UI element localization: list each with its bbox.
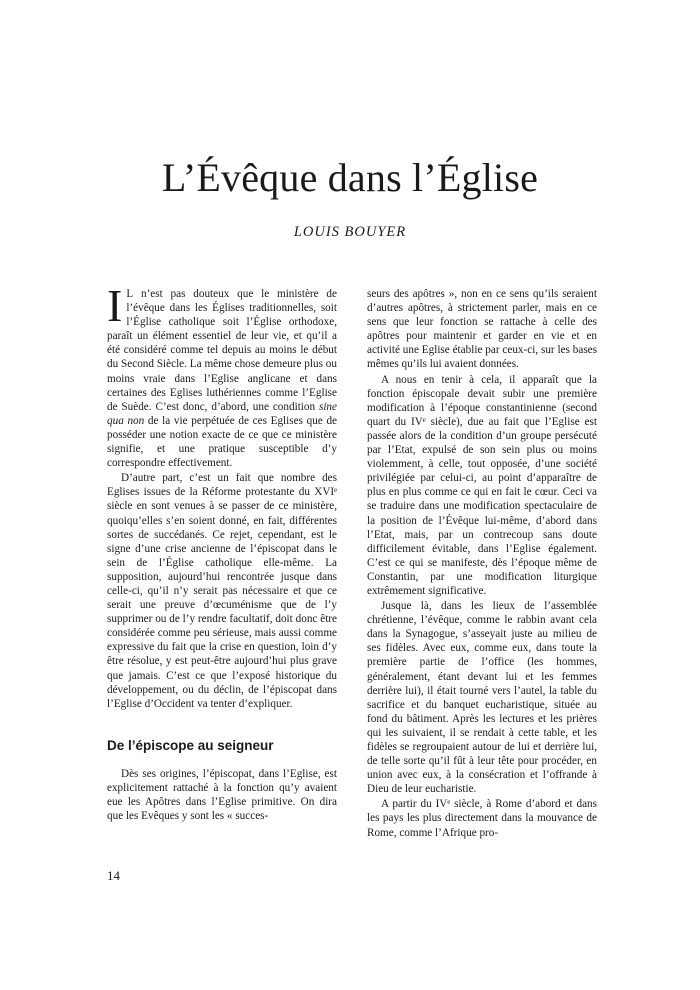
page-number: 14 bbox=[107, 868, 120, 883]
paragraph-3: Dès ses origines, l’épiscopat, dans l’Eglise, est explicitement rattaché à la fonction qu’y avaient eue les Apôtres dans l’Eglise primitive. On dira que les Evêques y sont les « succes- bbox=[107, 767, 337, 823]
paragraph-continued: seurs des apôtres », non en ce sens qu’ils seraient d’autres apôtres, à strictement parler, mais en ce sens que leur fonction se rattache à celle des apôtres pour maintenir et garder en vie et en activité une Eglise établie par ceux-ci, sur les bases mêmes qu’ils lui avaient données. bbox=[367, 288, 597, 371]
paragraph-intro bbox=[107, 280, 338, 470]
intro-text: n’est pas douteux que le ministère de l’évêque dans les Églises traditionnelles, soit l’Église catholique soit l’Église orthodoxe, paraît un élément essentiel de leur vie, et qu’il a été considéré comme tel depuis au moins le début du Second Siècle. La même chose demeure plus ou moins vraie dans l’Eglise anglicane et dans certaines des Eglises luthériennes comme l’Eglise de Suède. C’est donc, d’abord, une condition bbox=[107, 288, 337, 413]
section-heading: De l’épiscope au seigneur bbox=[107, 737, 274, 753]
left-column bbox=[107, 280, 338, 824]
drop-cap: I bbox=[107, 280, 123, 331]
article-title: L’Évêque dans l’Église bbox=[161, 155, 539, 200]
paragraph-liturgy: Jusque là, dans les lieux de l’assemblée chrétienne, l’évêque, comme le rabbin avant cela dans la Synagogue, s’asseyait juste au milieu de ses fidèles. Avec eux, comme eux, dans toute la première partie de l’office (les hommes, généralement, étant devant lui et les femmes derrière lui), il était tourné vers l’autel, la table du sacrifice et du banquet eucharistique, située au fond du bâtiment. Après les lectures et les prières qui les suivaient, il se rendait à cette table, et les fidèles se regroupaient autour de lui et derrière lui, de telle sorte qu’il fût à leur tête pour procéder, en union avec eux, à la consécration et l’offrande à Dieu de leur eucharistie. bbox=[367, 600, 597, 796]
intro-text-end: de la vie perpétuée de ces Eglises que de posséder une notion exacte de ce que ce ministère signifie, et une pratique susceptible d’y correspondre effectivement. bbox=[107, 414, 338, 470]
paragraph-2: D’autre part, c’est un fait que nombre des Eglises issues de la Réforme protestante du XVIᵉ siècle en sont venues à se passer de ce ministère, quoiqu’elles s’en soient donné, en fait, différentes sortes de succédanés. Ce rejet, cependant, est le signe d’une crise ancienne de l’épiscopat dans le sein de l’Église catholique elle-même. La supposition, aujourd’hui rencontrée jusque dans celle-ci, qu’il n’y serait pas nécessaire et que ce serait une preuve d’œcuménisme que de l’y supprimer ou de l’y rendre facultatif, doit donc être considérée comme peu sérieuse, mais aussi comme expressive du fait que la crise en question, loin d’y être résolue, y est peut-être aujourd’hui plus grave que jamais. C’est ce que l’exposé historique du développement, ou du déclin, de l’épiscopat dans l’Eglise d’Occident va tenter d’expliquer. bbox=[107, 472, 337, 710]
paragraph-fourth-century: A partir du IVᵉ siècle, à Rome d’abord et dans les pays les plus directement dans la mouvance de Rome, comme l’Afrique pro- bbox=[367, 798, 597, 839]
right-column bbox=[367, 287, 597, 841]
intro-italic-phrase: sine qua non bbox=[107, 400, 337, 427]
paragraph-constantinian: A nous en tenir à cela, il apparaît que la fonction épiscopale devait subir une première modification à l’époque constantinienne (second quart du IVᵉ siècle), due au fait que l’Eglise est passée alors de la condition d’un groupe persécuté par l’Etat, expulsé de son sein plus ou moins violemment, à celle, tout opposée, d’une société privilégiée par celui-ci, au point d’apparaître de plus en plus comme ce qui en fait le cœur. Ceci va se traduire dans une modification spectaculaire de la position de l’Évêque lui-même, d’abord dans l’Etat, mais, par un contrecoup sans doute difficilement évitable, dans l’Eglise également. C’est ce qui se manifeste, dès l’époque même de Constantin, par une modification liturgique extrêmement significative. bbox=[367, 373, 597, 597]
intro-first-word: L bbox=[126, 288, 134, 300]
article-author: LOUIS BOUYER bbox=[293, 224, 407, 240]
